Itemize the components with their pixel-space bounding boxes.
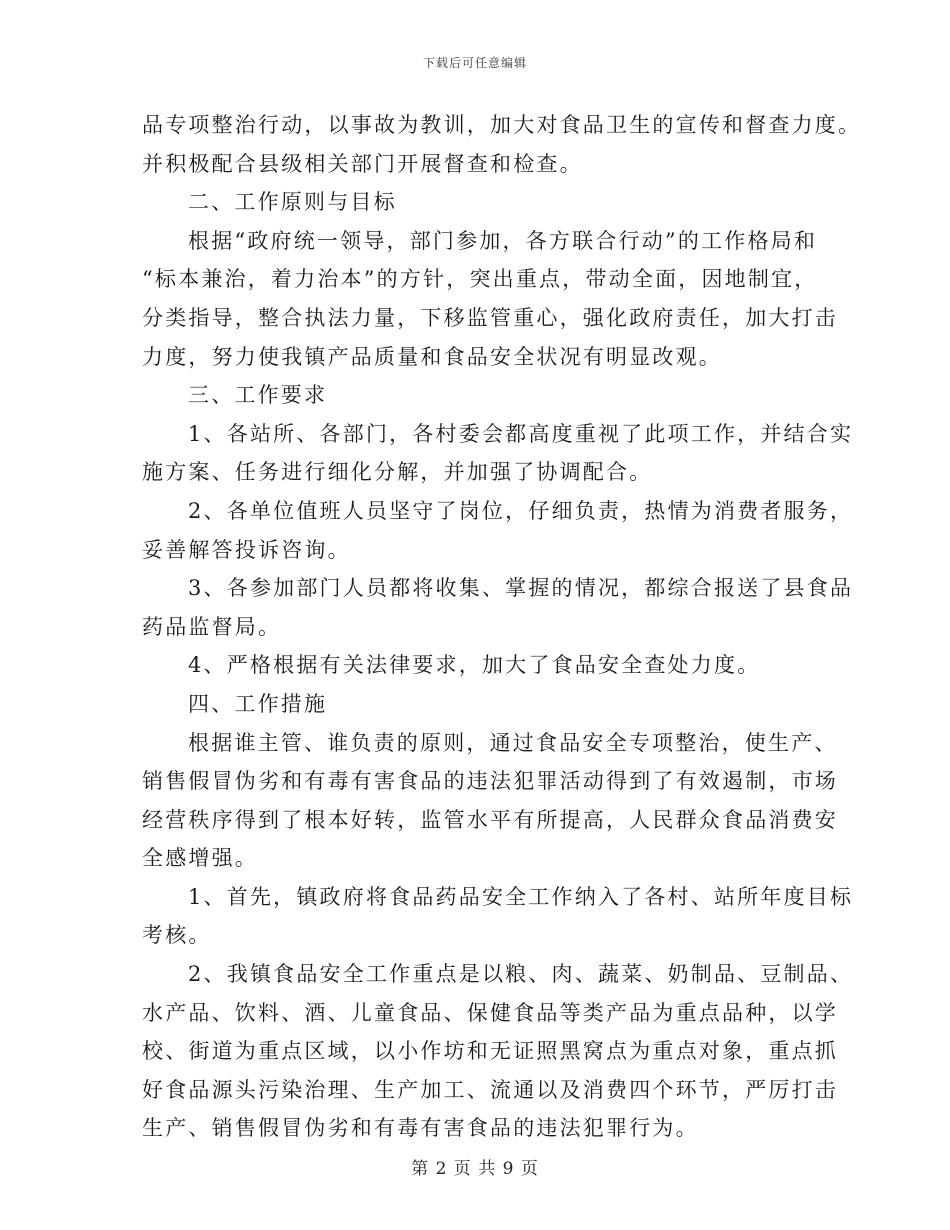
page-header: 下载后可任意编辑 bbox=[422, 56, 527, 70]
text-line: 施方案、任务进行细化分解，并加强了协调配合。 bbox=[142, 460, 653, 485]
text-line: 品专项整治行动，以事故为教训，加大对食品卫生的宣传和督查力度。 bbox=[142, 113, 862, 137]
text-line: 好食品源头污染治理、生产加工、流通以及消费四个环节，严厉打击 bbox=[142, 1077, 838, 1102]
text-line: 2、各单位值班人员坚守了岗位，仔细负责，热情为消费者服务， bbox=[188, 498, 854, 523]
text-line: 妥善解答投诉咨询。 bbox=[142, 537, 351, 562]
document-body bbox=[142, 106, 862, 1148]
text-line: 力度，努力使我镇产品质量和食品安全状况有明显改观。 bbox=[142, 344, 722, 369]
text-line: 四、工作措施 bbox=[188, 691, 328, 716]
text-line: 全感增强。 bbox=[142, 846, 258, 871]
text-line: 3、各参加部门人员都将收集、掌握的情况，都综合报送了县食品 bbox=[188, 576, 854, 601]
text-line: 药品监督局。 bbox=[142, 614, 282, 639]
text-line: 销售假冒伪劣和有毒有害食品的违法犯罪活动得到了有效遏制，市场 bbox=[142, 769, 838, 794]
text-line: 1、各站所、各部门，各村委会都高度重视了此项工作，并结合实 bbox=[188, 421, 854, 446]
text-line: “标本兼治，着力治本”的方针，突出重点，带动全面，因地制宜， bbox=[142, 267, 818, 292]
text-line: 经营秩序得到了根本好转，监管水平有所提高，人民群众食品消费安 bbox=[142, 807, 838, 832]
text-line: 并积极配合县级相关部门开展督查和检查。 bbox=[142, 151, 583, 176]
text-line: 二、工作原则与目标 bbox=[188, 190, 397, 215]
text-line: 校、街道为重点区域，以小作坊和无证照黑窝点为重点对象，重点抓 bbox=[142, 1039, 838, 1064]
text-line: 生产、销售假冒伪劣和有毒有害食品的违法犯罪行为。 bbox=[142, 1116, 699, 1141]
text-line: 分类指导，整合执法力量，下移监管重心，强化政府责任，加大打击 bbox=[142, 305, 838, 330]
page-footer: 第 2 页 共 9 页 bbox=[411, 1159, 539, 1179]
text-line: 根据谁主管、谁负责的原则，通过食品安全专项整治，使生产、 bbox=[188, 730, 838, 755]
text-line: 4、严格根据有关法律要求，加大了食品安全查处力度。 bbox=[188, 653, 761, 678]
text-line: 1、首先，镇政府将食品药品安全工作纳入了各村、站所年度目标 bbox=[188, 884, 854, 909]
text-line: 三、工作要求 bbox=[188, 383, 328, 408]
text-line: 2、我镇食品安全工作重点是以粮、肉、蔬菜、奶制品、豆制品、 bbox=[188, 962, 854, 987]
text-line: 考核。 bbox=[142, 923, 212, 948]
text-line: 根据“政府统一领导，部门参加，各方联合行动”的工作格局和 bbox=[188, 228, 818, 253]
text-line: 水产品、饮料、酒、儿童食品、保健食品等类产品为重点品种，以学 bbox=[142, 1000, 838, 1025]
